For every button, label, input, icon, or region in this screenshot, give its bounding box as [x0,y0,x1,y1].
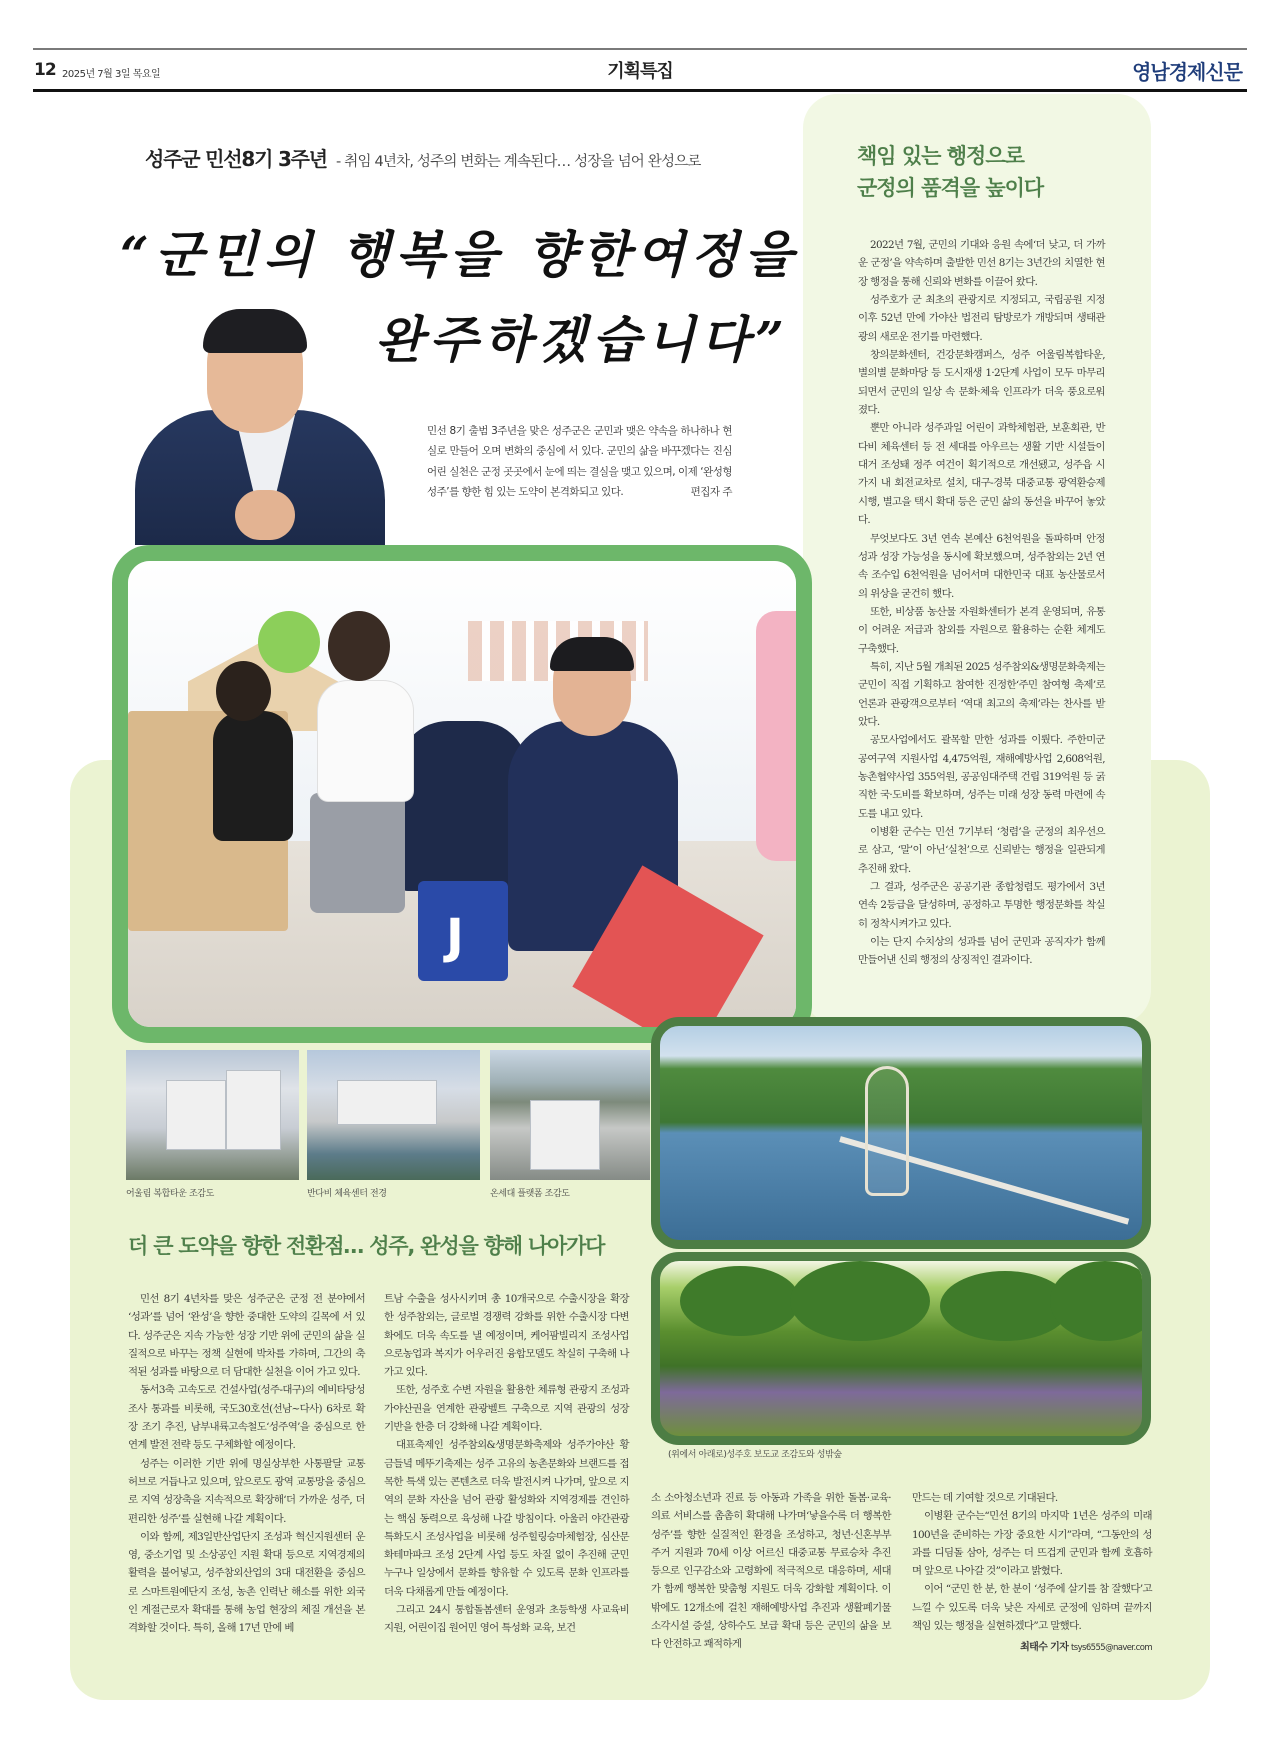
section-title: 기획특집 [607,61,673,82]
header-top-rule [33,48,1247,50]
editor-note: 편집자 주 [690,485,732,498]
headline-quote-line2: 완주하겠습니다” [375,310,790,369]
sidebar-article-body [858,236,1105,970]
paragraph: 또한, 비상품 농산물 자원화센터가 본격 운영되며, 유통이 어려운 저급과 참외를 자원으로 활용하는 순환 체계도 구축했다. [858,605,1105,655]
paragraph: 이병환 군수는 민선 7기부터 ‘청렴’을 군정의 최우선으로 삼고, ‘말’이 아닌‘실천’으로 신뢰받는 행정을 일관되게 추진해 왔다. [858,826,1105,875]
governor-portrait-photo [135,305,385,545]
article-column-1 [128,1290,365,1638]
article-column-4 [912,1489,1152,1658]
article-intro [427,421,732,502]
paragraph: 대표축제인 성주참외&생명문화축제와 성주가야산 황금들녘 메뚜기축제는 성주 고유의 농촌문화와 브랜드를 접목한 특색 있는 콘텐츠로 더욱 발전시켜 나가며, 앞으로 지역의 문화 자산을 넘어 관광 활성화와 지역경제를 견인하는 핵심 동력으로 육성해 나갈 방침이다. 아울러 야간관광 특화도시 조성사업을 비롯해 성주힐링승마체험장, 심산문화테마파크 조성 2단계 사업 등도 차질 없이 추진해 군민 누구나 일상에서 문화를 향유할 수 있도록 문화 인프라를 더욱 다채롭게 만들 예정이다. [384,1439,629,1598]
caption-lake-forest: (위에서 아래로)성주호 보도교 조감도와 성밖숲 [668,1450,842,1460]
caption-photo2: 반다비 체육센터 전경 [307,1189,387,1199]
paragraph: 만드는 데 기여할 것으로 기대된다. [912,1492,1058,1504]
paragraph: 민선 8기 4년차를 맞은 성주군은 군정 전 분야에서 ‘성과’를 넘어 ‘완성’을 향한 중대한 도약의 길목에 서 있다. 성주군은 지속 가능한 성장 기반 위에 군민의 삶을 실질적으로 바꾸는 정책 실현에 박차를 가하며, 그간의 축적된 성과를 바탕으로 더 담대한 실천을 이어 가고 있다. [128,1293,365,1379]
paragraph: 또한, 성주호 수변 자원을 활용한 체류형 관광지 조성과 가야산권을 연계한 관광벨트 구축으로 지역 관광의 성장 기반을 한층 더 강화해 나갈 계획이다. [384,1384,629,1434]
sidebar-heading: 책임 있는 행정으로 군정의 품격을 높이다 [857,144,1044,200]
reporter-email[interactable]: tsys6555@naver.com [1071,1643,1152,1654]
kicker-subtitle: - 취임 4년차, 성주의 변화는 계속된다… 성장을 넘어 완성으로 [336,154,701,170]
paragraph: 소 소아청소년과 진료 등 아동과 가족을 위한 돌봄·교육·의료 서비스를 촘촘히 확대해 나가며‘낳을수록 더 행복한 성주’를 향한 실질적인 환경을 조성하고, 청년·신혼부부 주거 지원과 70세 이상 어르신 대중교통 무료승차 추진 등으로 인구감소와 고령화에 적극적으로 대응하며, 세대가 함께 행복한 맞춤형 지원도 더욱 강화할 계획이다. 이 밖에도 12개소에 걸친 재해예방사업 추진과 생활폐기물 소각시설 증설, 상하수도 보급 확대 등은 군민의 삶을 보다 안전하고 쾌적하게 [651,1492,891,1651]
intro-text: 민선 8기 출범 3주년을 맞은 성주군은 군민과 맺은 약속을 하나하나 현실로 만들어 오며 변화의 중심에 서 있다. 군민의 삶을 바꾸겠다는 진심 어린 실천은 군정 곳곳에서 눈에 띄는 결실을 맺고 있으며, 이제 ‘완성형 성주’를 향한 힘 있는 도약이 본격화되고 있다. [427,425,732,498]
paragraph: 동서3축 고속도로 건설사업(성주-대구)의 예비타당성조사 통과를 비롯해, 국도30호선(선남~다사) 6차로 확장 조기 추진, 남부내륙고속철도‘성주역’을 중심으로 한 연계 발전 전략 등도 구체화할 예정이다. [128,1384,365,1452]
paragraph: 성주는 이러한 기반 위에 명실상부한 사통팔달 교통 허브로 거듭나고 있으며, 앞으로도 광역 교통망을 중심으로 지역 성장축을 지속적으로 확장해‘더 가까운 성주, 더 편리한 성주’를 실현해 나갈 계획이다. [128,1457,365,1525]
paragraph: 이는 단지 수치상의 성과를 넘어 군민과 공직자가 함께 만들어낸 신뢰 행정의 상징적인 결과이다. [858,936,1105,967]
paragraph: 공모사업에서도 괄목할 만한 성과를 이뤘다. 주한미군 공여구역 지원사업 4,475억원, 재해예방사업 2,608억원, 농촌협약사업 355억원, 공공임대주택 건립 319억원 등 굵직한 국·도비를 확보하며, 성주는 미래 성장 동력 마련에 속도를 내고 있다. [858,734,1105,820]
paragraph: 이병환 군수는“민선 8기의 마지막 1년은 성주의 미래 100년을 준비하는 가장 중요한 시기”라며, “그동안의 성과를 디딤돌 삼아, 성주는 더 뜨겁게 군민과 함께 호흡하며 앞으로 나아갈 것”이라고 밝혔다. [912,1510,1152,1578]
paragraph: 창의문화센터, 건강문화캠퍼스, 성주 어울림복합타운, 별의별 문화마당 등 도시재생 1·2단계 사업이 모두 마무리되면서 군민의 일상 속 문화·체육 인프라가 더욱 풍요로워졌다. [858,349,1105,417]
article-column-2 [384,1290,629,1638]
paragraph: 이어 “군민 한 분, 한 분이 ‘성주에 살기를 참 잘했다’고 느낄 수 있도록 더욱 낮은 자세로 군정에 임하며 끝까지 책임 있는 행정을 실현하겠다”고 말했다. [912,1583,1152,1633]
kicker-title: 성주군 민선8기 3주년 [145,147,327,171]
headline-quote-line1: “군민의 행복을 향한여정을 [120,225,799,284]
caption-photo1: 어울림 복합타운 조감도 [126,1189,214,1199]
paragraph: 특히, 지난 5월 개최된 2025 성주참외&생명문화축제는 군민이 직접 기획하고 참여한 진정한‘주민 참여형 축제’로 언론과 관광객으로부터 ‘역대 최고의 축제’라는 찬사를 받았다. [858,660,1105,728]
paragraph: 무엇보다도 3년 연속 본예산 6천억원을 돌파하며 안정성과 성장 가능성을 동시에 확보했으며, 성주참외는 2년 연속 조수입 6천억원을 넘어서며 대한민국 대표 농산물로서의 위상을 굳건히 했다. [858,532,1105,600]
paragraph: 이와 함께, 제3일반산업단지 조성과 혁신지원센터 운영, 중소기업 및 소상공인 지원 확대 등으로 지역경제의 활력을 불어넣고, 성주참외산업의 3대 대전환을 중심으로 스마트원예단지 조성, 농촌 인력난 해소를 위한 외국인 계절근로자 확대를 통해 농업 현장의 체질 개선을 본격화할 것이다. 특히, 올해 17년 만에 베 [128,1530,365,1635]
main-photo-kindergarten-high-five [112,545,812,1043]
paragraph: 2022년 7월, 군민의 기대와 응원 속에‘더 낮고, 더 가까운 군정’을 약속하며 출발한 민선 8기는 3년간의 치열한 현장 행정을 통해 신뢰와 변화를 이끌어 왔다. [858,239,1105,288]
paragraph: 성주호가 군 최초의 관광지로 지정되고, 국립공원 지정 이후 52년 만에 가야산 법전리 탐방로가 개방되며 생태관광의 새로운 전기를 마련했다. [858,294,1105,343]
paragraph: 그리고 24시 통합돌봄센터 운영과 초등학생 사교육비 지원, 어린이집 원어민 영어 특성화 교육, 보건 [384,1604,629,1635]
article-kicker [145,143,701,172]
photo-complex-town-rendering [126,1050,299,1180]
issue-date: 2025년 7월 3일 목요일 [62,69,161,80]
reporter-name: 최태수 기자 [1020,1642,1069,1654]
paragraph: 뿐만 아니라 성주과일 어린이 과학체험관, 보훈회관, 반다비 체육센터 등 전 세대를 아우르는 생활 기반 시설들이 대거 조성돼 정주 여건이 획기적으로 개선됐고, 성주읍 시가지 내 회전교차로 설치, 대구-경북 대중교통 광역환승제 시행, 별고을 택시 확대 등은 군민 삶의 동선을 바꾸어 놓았다. [858,422,1105,527]
photo-bandabi-sports-center [307,1050,480,1180]
page-number: 12 [34,60,56,80]
newspaper-masthead: 영남경제신문 [1132,60,1242,84]
article-column-3 [651,1489,891,1654]
caption-photo3: 온세대 플랫폼 조감도 [490,1189,570,1199]
photo-seongju-lake-bridge [651,1017,1151,1249]
paragraph: 트남 수출을 성사시키며 총 10개국으로 수출시장을 확장한 성주참외는, 글로벌 경쟁력 강화를 위한 수출시장 다변화에도 더욱 속도를 낼 예정이며, 케어팜빌리지 조성사업으로농업과 복지가 어우러진 융합모델도 착실히 구축해 나가고 있다. [384,1293,629,1379]
photo-all-generation-platform [490,1050,650,1180]
header-bottom-rule [33,89,1247,92]
main-article-heading: 더 큰 도약을 향한 전환점… 성주, 완성을 향해 나아가다 [128,1234,605,1258]
byline [912,1638,1152,1657]
photo-seongbak-forest [651,1252,1151,1445]
paragraph: 그 결과, 성주군은 공공기관 종합청렴도 평가에서 3년 연속 2등급을 달성하며, 공정하고 투명한 행정문화를 착실히 정착시켜가고 있다. [858,881,1105,930]
toy-block: J [418,881,508,981]
